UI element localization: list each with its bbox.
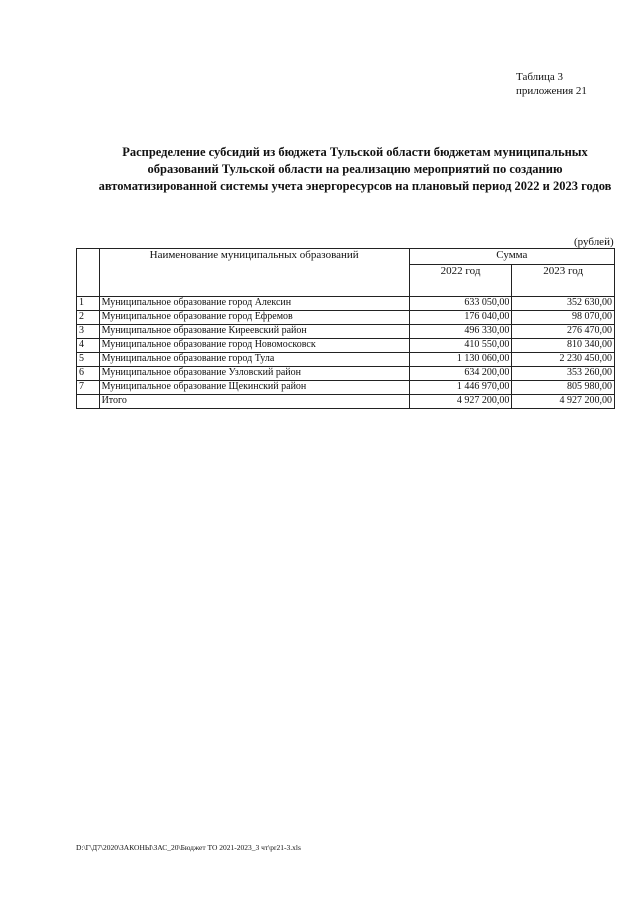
row-name: Муниципальное образование город Новомосковск xyxy=(99,339,409,353)
row-amount-2023: 276 470,00 xyxy=(512,325,615,339)
table-row xyxy=(77,367,615,381)
row-amount-2022: 633 050,00 xyxy=(409,297,512,311)
currency-unit: (рублей) xyxy=(574,236,614,248)
header-year-2022: 2022 год xyxy=(409,264,512,296)
row-amount-2022: 1 130 060,00 xyxy=(409,353,512,367)
title-line-3: автоматизированной системы учета энергоресурсов на плановый период 2022 и 2023 годов xyxy=(98,179,612,193)
document-title xyxy=(70,144,640,195)
row-name: Муниципальное образование город Ефремов xyxy=(99,311,409,325)
table-row xyxy=(77,339,615,353)
row-name: Муниципальное образование город Тула xyxy=(99,353,409,367)
row-number: 4 xyxy=(77,339,100,353)
row-amount-2023: 810 340,00 xyxy=(512,339,615,353)
row-name: Муниципальное образование Узловский район xyxy=(99,367,409,381)
row-number: 7 xyxy=(77,381,100,395)
row-amount-2023: 353 260,00 xyxy=(512,367,615,381)
total-2023: 4 927 200,00 xyxy=(512,395,615,409)
row-amount-2023: 2 230 450,00 xyxy=(512,353,615,367)
total-row xyxy=(77,395,615,409)
row-amount-2023: 98 070,00 xyxy=(512,311,615,325)
row-number: 6 xyxy=(77,367,100,381)
table-row xyxy=(77,381,615,395)
total-2022: 4 927 200,00 xyxy=(409,395,512,409)
row-number: 5 xyxy=(77,353,100,367)
table-row xyxy=(77,353,615,367)
row-name: Муниципальное образование Щекинский район xyxy=(99,381,409,395)
header-number xyxy=(77,249,100,297)
subsidy-table xyxy=(76,248,615,409)
row-number: 2 xyxy=(77,311,100,325)
row-amount-2022: 1 446 970,00 xyxy=(409,381,512,395)
row-number: 3 xyxy=(77,325,100,339)
table-row xyxy=(77,325,615,339)
header-sum: Сумма xyxy=(409,249,614,265)
row-name: Муниципальное образование Киреевский район xyxy=(99,325,409,339)
file-path-footer: D:\Г\Д7\2020\ЗАКОНЫ\ЗАС_20\Бюджет ТО 2021-2023_3 чт\pr21-3.xls xyxy=(76,843,301,852)
row-amount-2022: 176 040,00 xyxy=(409,311,512,325)
header-year-2023: 2023 год xyxy=(512,264,615,296)
total-label: Итого xyxy=(99,395,409,409)
table-caption xyxy=(516,70,587,98)
caption-appendix: приложения 21 xyxy=(516,85,587,97)
caption-table-number: Таблица 3 xyxy=(516,71,564,83)
title-line-2: образований Тульской области на реализацию мероприятий по созданию xyxy=(147,162,563,176)
title-line-1: Распределение субсидий из бюджета Тульской области бюджетам муниципальных xyxy=(122,145,588,159)
row-amount-2023: 352 630,00 xyxy=(512,297,615,311)
header-name: Наименование муниципальных образований xyxy=(99,249,409,297)
row-amount-2022: 496 330,00 xyxy=(409,325,512,339)
row-number: 1 xyxy=(77,297,100,311)
row-name: Муниципальное образование город Алексин xyxy=(99,297,409,311)
total-number xyxy=(77,395,100,409)
row-amount-2022: 634 200,00 xyxy=(409,367,512,381)
table-row xyxy=(77,297,615,311)
table-row xyxy=(77,311,615,325)
row-amount-2022: 410 550,00 xyxy=(409,339,512,353)
row-amount-2023: 805 980,00 xyxy=(512,381,615,395)
